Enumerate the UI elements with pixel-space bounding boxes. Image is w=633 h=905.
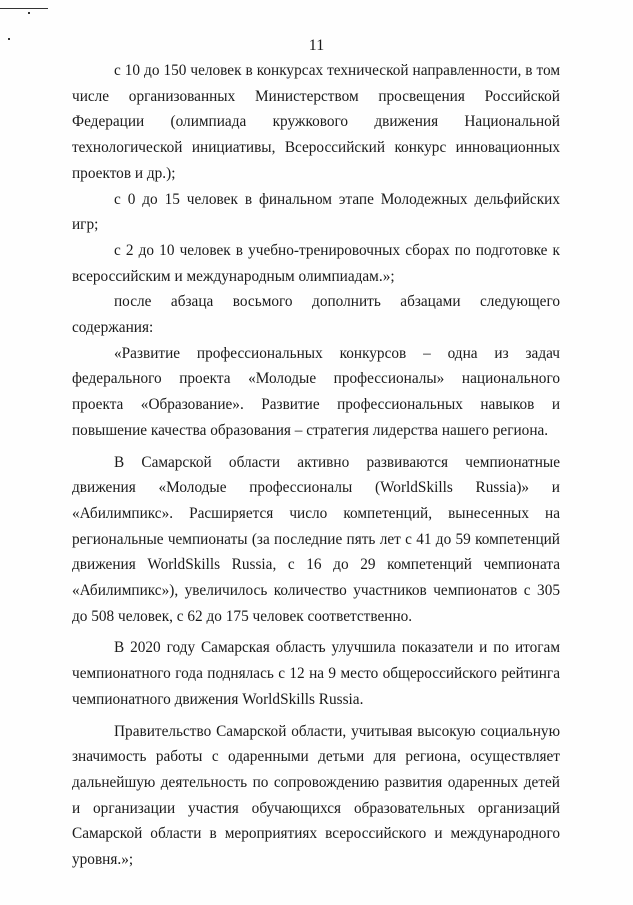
paragraph-technical-contests: с 10 до 150 человек в конкурсах технической направленности, в том числе организованных Министерством просвещения Российской Федерации (олимпиада кружкового движения Национальной технологической инициативы, Всероссийский конкурс инновационных проектов и др.); xyxy=(72,62,560,182)
scan-artifact-dot xyxy=(28,12,30,14)
paragraph-delphic-games: с 0 до 15 человек в финальном этапе Молодежных дельфийских игр; xyxy=(72,190,560,234)
scan-artifact-line xyxy=(0,8,48,9)
document-body xyxy=(72,58,560,873)
paragraph-professional-contests: «Развитие профессиональных конкурсов – одна из задач федерального проекта «Молодые профессионалы» национального проекта «Образование». Развитие профессиональных навыков и повышение качества образования – стратегия лидерства нашего региона. xyxy=(72,344,560,439)
paragraph-training-camps: с 2 до 10 человек в учебно-тренировочных сборах по подготовке к всероссийским и международным олимпиадам.»; xyxy=(72,241,560,285)
paragraph-amendment-instruction: после абзаца восьмого дополнить абзацами следующего содержания: xyxy=(72,293,560,337)
paragraph-championship-movements: В Самарской области активно развиваются чемпионатные движения «Молодые профессионалы (WorldSkills Russia)» и «Абилимпикс». Расширяется число компетенций, вынесенных на региональные чемпионаты (за последние пять лет с 41 до 59 компетенций движения WorldSkills Russia, с 16 до 29 компетенций чемпионата «Абилимпикс»), увеличилось количество участников чемпионатов с 305 до 508 человек, с 62 до 175 человек соответственно. xyxy=(72,453,560,625)
paragraph-government-support: Правительство Самарской области, учитывая высокую социальную значимость работы с одаренными детьми для региона, осуществляет дальнейшую деятельность по сопровождению развития одаренных детей и организации участия обучающихся образовательных организаций Самарской области в мероприятиях всероссийского и международного уровня.»; xyxy=(72,722,560,869)
page-number: 11 xyxy=(308,37,325,54)
paragraph-rating-2020: В 2020 году Самарская область улучшила показатели и по итогам чемпионатного года поднялась с 12 на 9 место общероссийского рейтинга чемпионатного движения WorldSkills Russia. xyxy=(72,639,560,708)
